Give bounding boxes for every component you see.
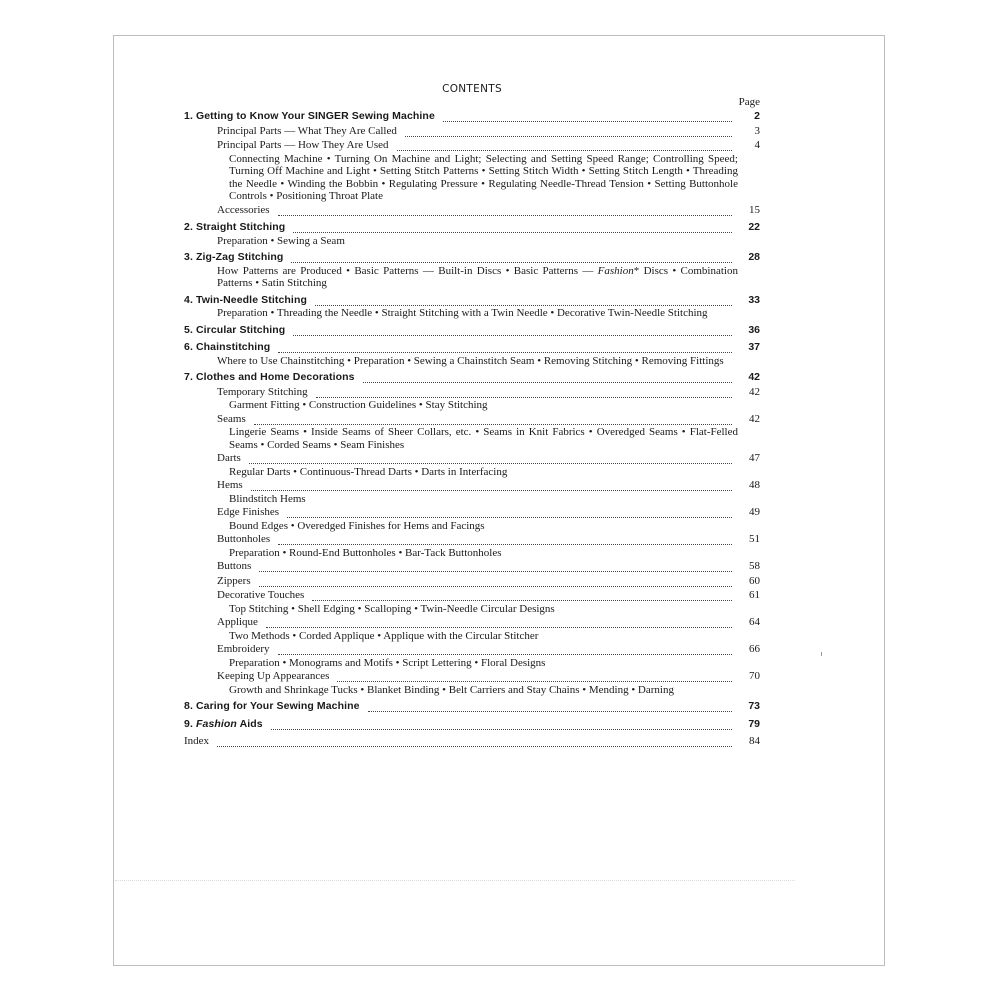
toc-entry-zippers[interactable]: Zippers 60 — [217, 574, 760, 587]
toc-entry-applique[interactable]: Applique 64 — [217, 616, 760, 628]
document-page — [113, 35, 885, 966]
scan-speck — [821, 652, 822, 656]
toc-description: Bound Edges • Overedged Finishes for Hems and Facings — [229, 519, 485, 532]
toc-entry-index[interactable]: Index 84 — [184, 735, 760, 747]
contents-list — [184, 83, 760, 749]
toc-entry-buttonholes[interactable]: Buttonholes 51 — [217, 533, 760, 545]
toc-description: Preparation • Monograms and Motifs • Script Lettering • Floral Designs — [229, 656, 546, 669]
toc-entry-hems[interactable]: Hems 48 — [217, 479, 760, 491]
toc-description: Lingerie Seams • Inside Seams of Sheer Collars, etc. • Seams in Knit Fabrics • Overedged Seams • Flat-Felled Seams • Corded Seams • Seam Finishes — [229, 426, 738, 451]
toc-chapter-9[interactable]: 9. Fashion Aids 79 — [184, 717, 760, 730]
toc-description: Where to Use Chainstitching • Preparation • Sewing a Chainstitch Seam • Removing Stitching • Removing Fittings — [217, 354, 724, 367]
toc-description: Connecting Machine • Turning On Machine and Light; Selecting and Setting Speed Range; Controlling Speed; Turning Off Machine and Light • Setting Stitch Patterns • Setting Stitch Width • Setting Stitch Length • Threading the Needle • Winding the Bobbin • Regulating Pressure • Regulating Needle-Thread Tension • Setting Buttonhole Controls • Positioning Throat Plate — [229, 152, 738, 202]
toc-entry-darts[interactable]: Darts 47 — [217, 452, 760, 464]
toc-description: Growth and Shrinkage Tucks • Blanket Binding • Belt Carriers and Stay Chains • Mending • Darning — [229, 683, 674, 696]
toc-entry-temporary-stitching[interactable]: Temporary Stitching 42 — [217, 385, 760, 398]
toc-chapter-8[interactable]: 8. Caring for Your Sewing Machine 73 — [184, 700, 760, 712]
toc-chapter-7[interactable]: 7. Clothes and Home Decorations 42 — [184, 371, 760, 383]
toc-description: Two Methods • Corded Applique • Applique with the Circular Stitcher — [229, 629, 539, 642]
toc-description: Blindstitch Hems — [229, 492, 306, 505]
toc-entry-seams[interactable]: Seams 42 — [217, 412, 760, 425]
toc-description: Regular Darts • Continuous-Thread Darts • Darts in Interfacing — [229, 465, 508, 478]
toc-chapter-3[interactable]: 3. Zig-Zag Stitching 28 — [184, 251, 760, 263]
toc-description: Top Stitching • Shell Edging • Scalloping • Twin-Needle Circular Designs — [229, 602, 555, 615]
toc-chapter-2[interactable]: 2. Straight Stitching 22 — [184, 221, 760, 233]
toc-entry-embroidery[interactable]: Embroidery 66 — [217, 643, 760, 655]
toc-entry-edge-finishes[interactable]: Edge Finishes 49 — [217, 506, 760, 518]
scan-artifact-line — [115, 880, 795, 882]
page-column-heading: Page — [738, 96, 760, 108]
page-title: CONTENTS — [442, 83, 502, 95]
toc-description: Preparation • Threading the Needle • Straight Stitching with a Twin Needle • Decorative Twin-Needle Stitching — [217, 307, 708, 319]
toc-entry-decorative-touches[interactable]: Decorative Touches 61 — [217, 589, 760, 601]
toc-entry-buttons[interactable]: Buttons 58 — [217, 560, 760, 572]
toc-chapter-4[interactable]: 4. Twin-Needle Stitching 33 — [184, 293, 760, 306]
toc-entry-principal-parts-called[interactable]: Principal Parts — What They Are Called 3 — [217, 124, 760, 137]
toc-description: Preparation • Round-End Buttonholes • Bar-Tack Buttonholes — [229, 546, 502, 559]
toc-description: Garment Fitting • Construction Guidelines • Stay Stitching — [229, 399, 488, 411]
toc-chapter-5[interactable]: 5. Circular Stitching 36 — [184, 323, 760, 336]
toc-entry-keeping-up-appearances[interactable]: Keeping Up Appearances 70 — [217, 670, 760, 682]
toc-entry-accessories[interactable]: Accessories 15 — [217, 203, 760, 216]
toc-chapter-6[interactable]: 6. Chainstitching 37 — [184, 341, 760, 353]
toc-entry-principal-parts-used[interactable]: Principal Parts — How They Are Used 4 — [217, 139, 760, 151]
toc-description: How Patterns are Produced • Basic Patterns — Built-in Discs • Basic Patterns — Fashion* Discs • Combination Patterns • Satin Stitching — [217, 264, 738, 289]
toc-chapter-1[interactable]: 1. Getting to Know Your SINGER Sewing Machine 2 — [184, 110, 760, 122]
toc-description: Preparation • Sewing a Seam — [217, 234, 345, 247]
